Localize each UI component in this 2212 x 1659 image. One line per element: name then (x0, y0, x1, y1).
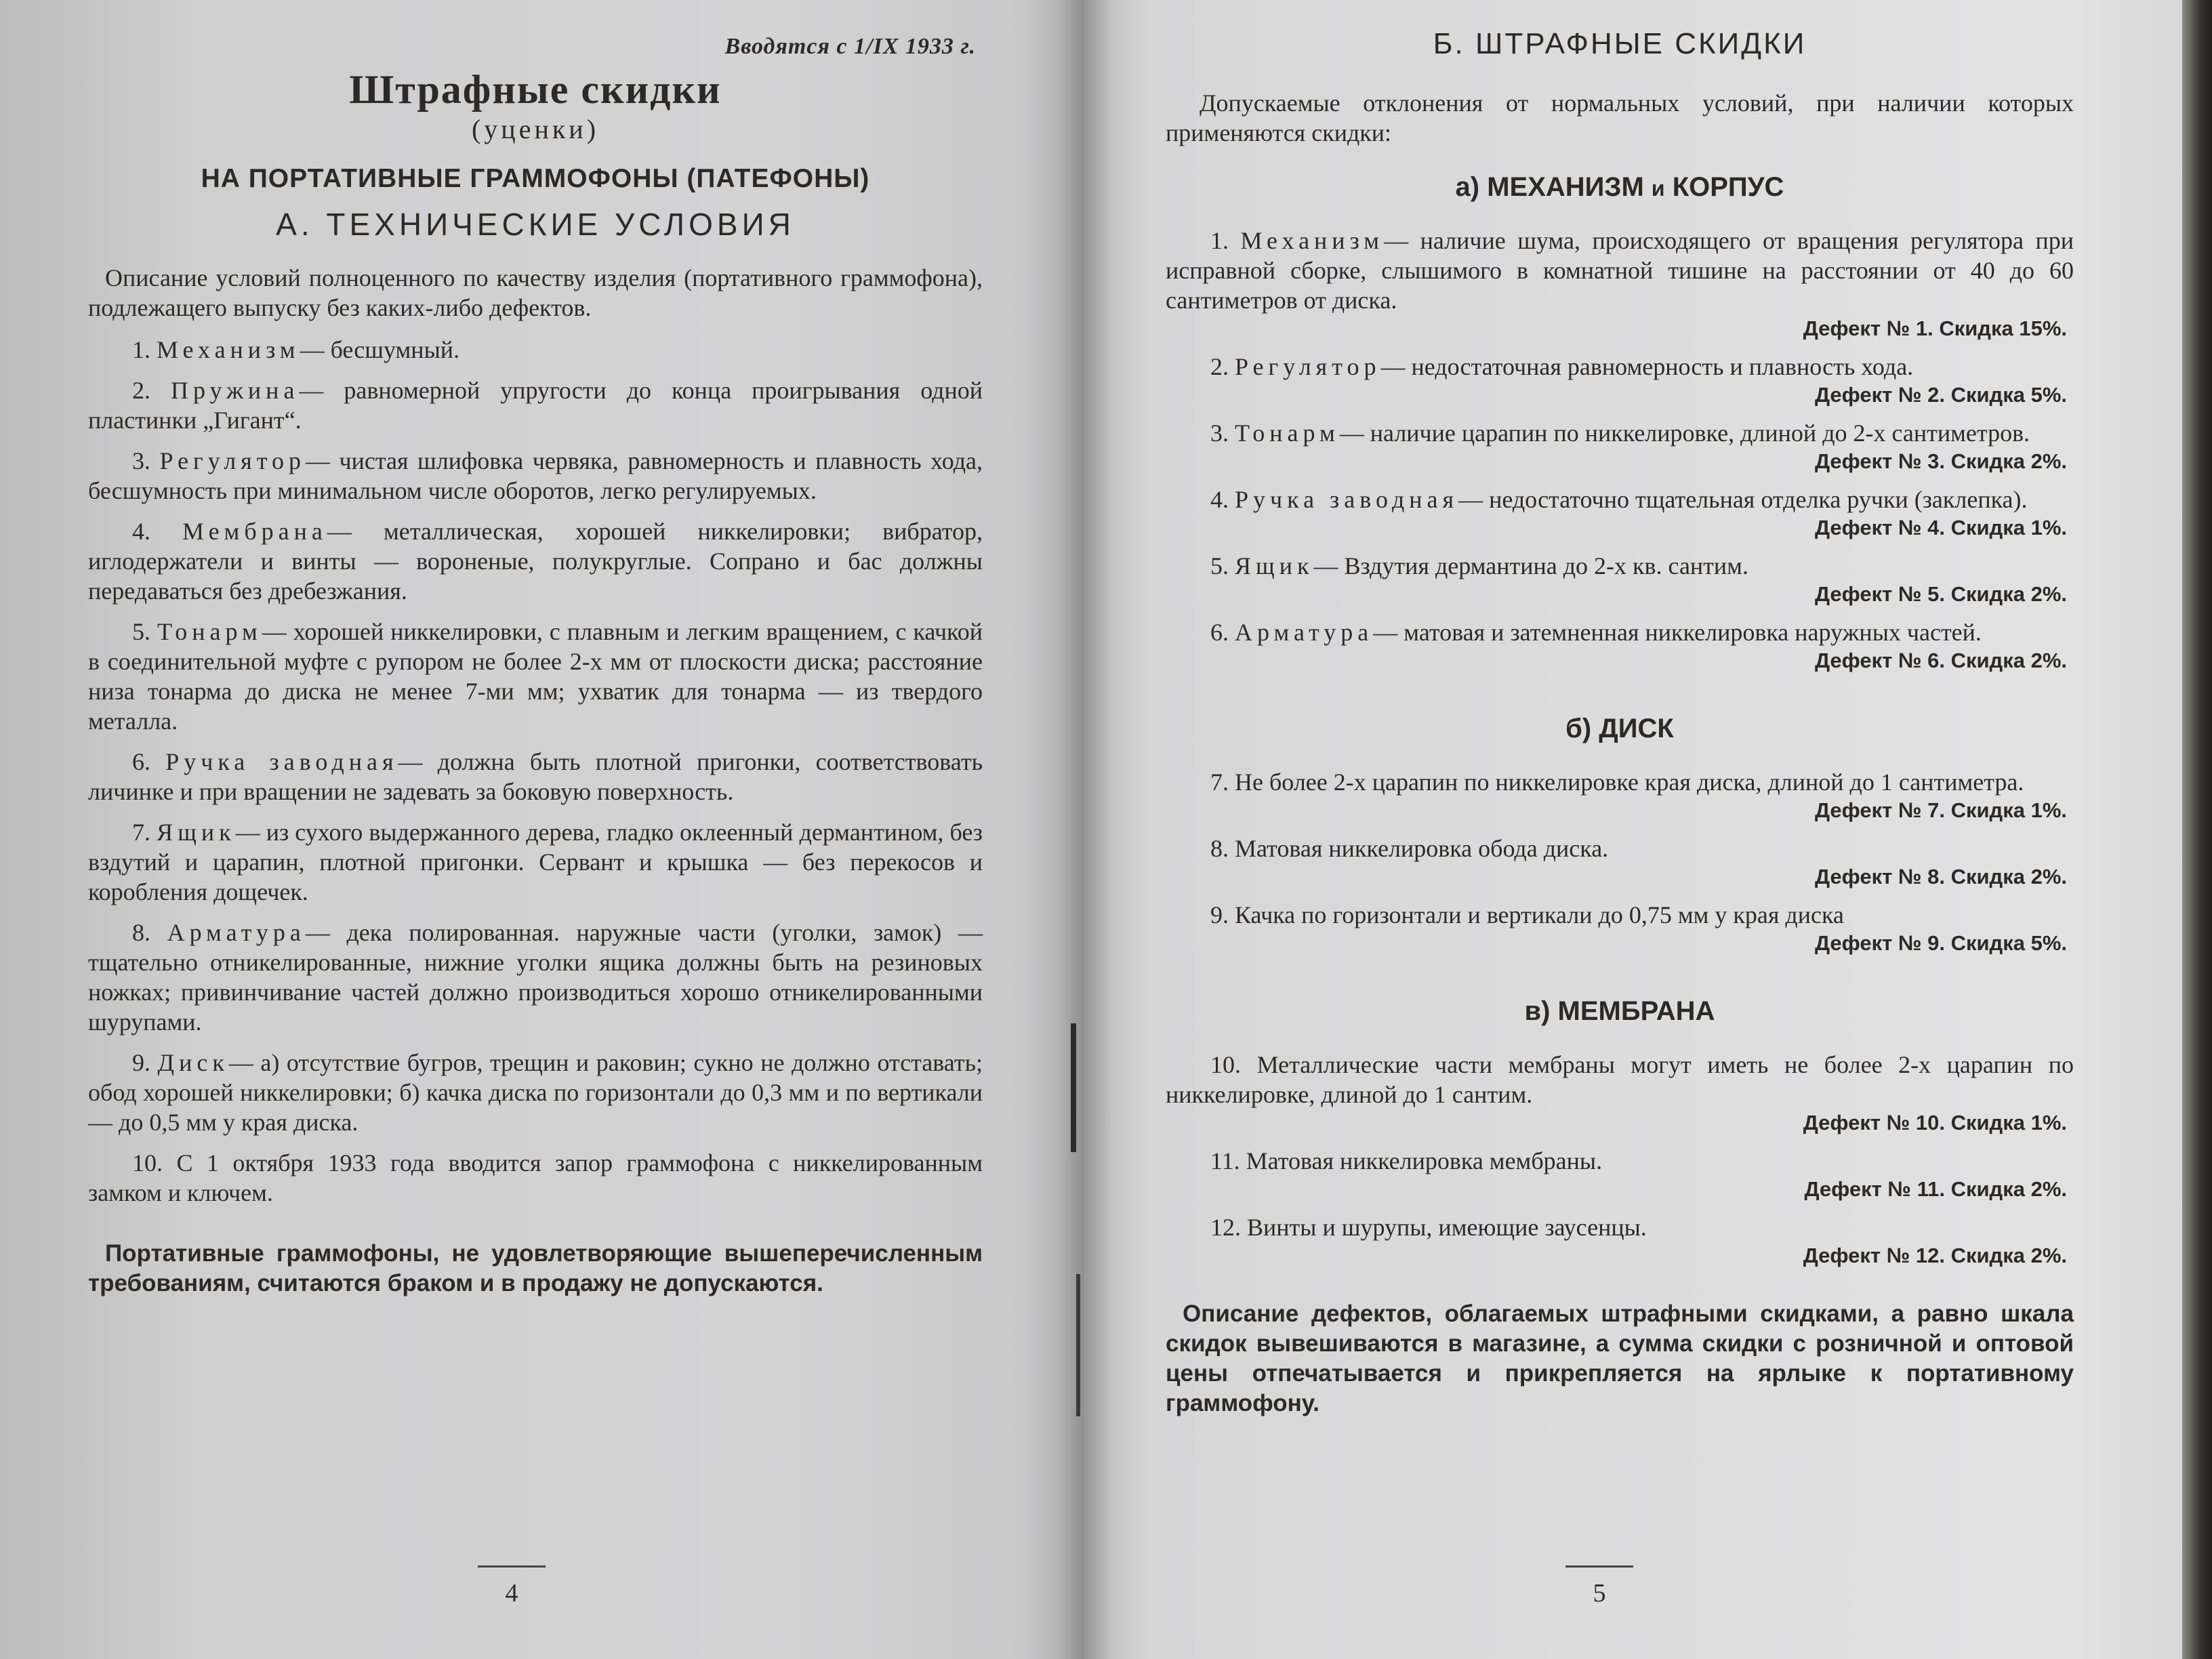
defect-item: 9. Качка по горизонтали и вертикали до 0,75 мм у края диска (1210, 901, 1844, 928)
right-page (1084, 0, 2182, 1659)
defect-discount-label: Дефект № 2. Скидка 5%. (1814, 383, 2067, 407)
defect-discount-label: Дефект № 10. Скидка 1%. (1803, 1111, 2067, 1134)
binding-mark (1071, 1023, 1076, 1152)
page-edge-shadow (2182, 0, 2212, 1659)
subsection-heading: б) ДИСК (1565, 714, 1674, 743)
defect-discount-label: Дефект № 8. Скидка 2%. (1814, 865, 2067, 888)
defect-item: 1. Механизм— наличие шума, происходящего от вращения регулятора при исправной сборке, слышимого в комнатной тишине на расстоянии от 40 до 60 сантиметров от диска. (1166, 227, 2074, 314)
condition-item: 5. Тонарм— хорошей никкелировки, с плавным и легким вращением, с качкой в соединительной муфте с рупором не более 2-х мм от плоскости диска; расстояние низа тонарма до диска не менее 7-ми мм; ухватик для тонарма — из твердого металла. (88, 618, 983, 735)
defect-item: 12. Винты и шурупы, имеющие заусенцы. (1210, 1214, 1647, 1241)
page-number: 4 (471, 1565, 552, 1608)
condition-item: 3. Регулятор— чистая шлифовка червяка, равномерность и плавность хода, бесшумность при минимальном числе оборотов, легко регулируемых. (88, 447, 983, 504)
defect-item: 6. Арматура— матовая и затемненная никкелировка наружных частей. (1210, 619, 1982, 646)
defect-item: 5. Ящик— Вздутия дермантина до 2-х кв. сантим. (1210, 552, 1748, 579)
defect-discount-label: Дефект № 1. Скидка 15%. (1803, 316, 2067, 340)
technical-conditions-list (88, 335, 983, 1208)
page-number: 5 (1559, 1565, 1640, 1608)
effective-date-note: Вводятся с 1/IX 1933 г. (724, 34, 976, 59)
intro-paragraph: Описание условий полноценного по качеству изделия (портативного граммофона), подлежащего выпуску без каких-либо дефектов. (88, 264, 983, 321)
defect-item: 7. Не более 2-х царапин по никкелировке края диска, длиной до 1 сантиметра. (1210, 769, 2024, 796)
defect-item: 4. Ручка заводная— недостаточно тщательная отделка ручки (заклепка). (1210, 486, 2028, 513)
condition-item: 8. Арматура— дека полированная. наружные части (уголки, замок) — тщательно отникелированные, нижние уголки ящика должны быть на резиновых ножках; привинчивание частей должно производиться хорошо отникелированными шурупами. (88, 919, 983, 1036)
defect-discount-label: Дефект № 12. Скидка 2%. (1803, 1244, 2067, 1267)
defect-discount-label: Дефект № 9. Скидка 5%. (1814, 931, 2067, 955)
defect-item: 2. Регулятор— недостаточная равномерность и плавность хода. (1210, 353, 1914, 380)
intro-paragraph: Допускаемые отклонения от нормальных условий, при наличии которых применяются скидки: (1166, 89, 2074, 146)
page-title: Штрафные скидки (349, 67, 722, 112)
section-title-technical: А. ТЕХНИЧЕСКИЕ УСЛОВИЯ (276, 207, 795, 242)
condition-item: 1. Механизм— бесшумный. (132, 336, 460, 363)
left-page (0, 0, 1084, 1659)
condition-item: 7. Ящик— из сухого выдержанного дерева, гладко оклеенный дермантином, без вздутий и царапин, плотной пригонки. Сервант и крышка — без перекосов и коробления дощечек. (88, 819, 983, 905)
page-subtitle: (уценки) (471, 114, 600, 144)
binding-mark (1076, 1274, 1080, 1416)
defect-discount-label: Дефект № 7. Скидка 1%. (1814, 798, 2067, 822)
defect-item: 3. Тонарм— наличие царапин по никкелировке, длиной до 2-х сантиметров. (1210, 419, 2030, 447)
defect-item: 8. Матовая никкелировка обода диска. (1210, 835, 1609, 862)
book-spine-shadow (1057, 0, 1111, 1659)
closing-note: Описание дефектов, облагаемых штрафными скидками, а равно шкала скидок вывешиваются в магазине, а сумма скидки с розничной и оптовой цены отпечатывается и прикрепляется на ярлыке к портативному граммофону. (1166, 1300, 2074, 1416)
subsection-heading: а) МЕХАНИЗМ и КОРПУС (1455, 172, 1784, 202)
defect-discount-label: Дефект № 11. Скидка 2%. (1804, 1177, 2067, 1201)
condition-item: 10. С 1 октября 1933 года вводится запор граммофона с никкелированным замком и ключем. (88, 1149, 983, 1206)
defect-discount-label: Дефект № 4. Скидка 1%. (1814, 516, 2067, 539)
section-title-penalties: Б. ШТРАФНЫЕ СКИДКИ (1433, 27, 1807, 60)
condition-item: 4. Мембрана— металлическая, хорошей никкелировки; вибратор, иглодержатели и винты — вороненые, полукруглые. Сопрано и бас должны передаваться без дребезжания. (88, 518, 983, 605)
product-heading: НА ПОРТАТИВНЫЕ ГРАММОФОНЫ (ПАТЕФОНЫ) (201, 164, 870, 193)
defect-item: 11. Матовая никкелировка мембраны. (1210, 1147, 1603, 1174)
condition-item: 9. Диск— а) отсутствие бугров, трещин и раковин; сукно не должно отставать; обод хорошей никкелировки; б) качка диска по горизонтали до 0,3 мм и по вертикали — до 0,5 мм у края диска. (88, 1049, 983, 1136)
subsection-heading: в) МЕМБРАНА (1524, 996, 1715, 1026)
defect-discount-label: Дефект № 5. Скидка 2%. (1814, 582, 2067, 606)
closing-note: Портативные граммофоны, не удовлетворяющие вышеперечисленным требованиям, считаются браком и в продажу не допускаются. (88, 1240, 983, 1296)
defect-discount-label: Дефект № 3. Скидка 2%. (1814, 449, 2067, 473)
defect-discount-label: Дефект № 6. Скидка 2%. (1814, 649, 2067, 672)
condition-item: 6. Ручка заводная— должна быть плотной пригонки, соответствовать личинке и при вращении не задевать за боковую поверхность. (88, 748, 983, 805)
condition-item: 2. Пружина— равномерной упругости до конца проигрывания одной пластинки „Гигант“. (88, 377, 983, 434)
defect-item: 10. Металлические части мембраны могут иметь не более 2-х царапин по никкелировке, длиной до 1 сантим. (1166, 1051, 2074, 1108)
